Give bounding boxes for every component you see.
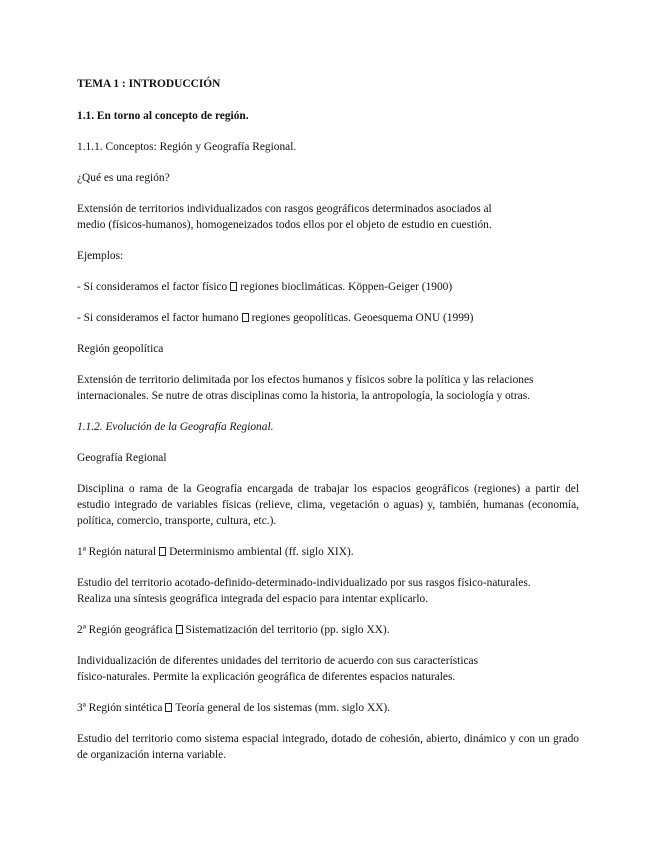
description-line: Realiza una síntesis geográfica integrada del espacio para intentar explicarlo. [77, 593, 429, 605]
stage-text: Determinismo ambiental (ff. siglo XIX). [169, 546, 354, 558]
region-geopolitica-label: Región geopolítica [77, 343, 164, 355]
page-title: TEMA 1 : INTRODUCCIÓN [77, 78, 221, 90]
description-line: físico-naturales. Permite la explicación geográfica de diferentes espacios naturales. [77, 671, 456, 683]
arrow-icon [242, 313, 249, 322]
example-physical [77, 279, 579, 295]
arrow-icon [165, 703, 172, 712]
definition-line: medio (físicos-humanos), homogeneizados todos ellos por el objeto de estudio en cuestión. [77, 219, 492, 231]
subsection-heading: 1.1.2. Evolución de la Geografía Regional. [77, 421, 274, 433]
stage-text: 3ª Región sintética [77, 702, 163, 714]
geografia-regional-definition: Disciplina o rama de la Geografía encargada de trabajar los espacios geográficos (regiones) a partir del estudio integrado de variables físicas (relieve, clima, vegetación o aguas) y, también, humanas (economía, política, comercio, transporte, cultura, etc.). [77, 483, 579, 527]
example-text: regiones geopolíticas. Geoesquema ONU (1999) [251, 312, 474, 324]
examples-label: Ejemplos: [77, 250, 124, 262]
stage-geografica-description [77, 653, 579, 685]
arrow-icon [230, 282, 237, 291]
stage-text: Sistematización del territorio (pp. siglo XX). [185, 624, 390, 636]
description-line: Estudio del territorio acotado-definido-determinado-individualizado por sus rasgos físico-naturales. [77, 577, 531, 589]
example-text: - Si consideramos el factor físico [77, 281, 228, 293]
stage-text: 1ª Región natural [77, 546, 157, 558]
stage-natural [77, 544, 579, 560]
section-heading: 1.1. En torno al concepto de región. [77, 110, 249, 122]
definition-line: Extensión de territorios individualizados con rasgos geográficos determinados asociados al [77, 203, 492, 215]
definition-line: internacionales. Se nutre de otras disciplinas como la historia, la antropología, la sociología y otras. [77, 390, 530, 402]
stage-geografica [77, 622, 579, 638]
document-body [77, 76, 579, 778]
stage-natural-description [77, 575, 579, 607]
subsection-heading: 1.1.1. Conceptos: Región y Geografía Regional. [77, 141, 297, 153]
description-line: Individualización de diferentes unidades del territorio de acuerdo con sus características [77, 655, 479, 667]
region-geopolitica-definition [77, 372, 579, 404]
stage-sintetica-description: Estudio del territorio como sistema espacial integrado, dotado de cohesión, abierto, dinámico y con un grado de organización interna variable. [77, 733, 579, 761]
geografia-regional-label: Geografía Regional [77, 452, 167, 464]
stage-text: 2ª Región geográfica [77, 624, 173, 636]
stage-text: Teoría general de los sistemas (mm. siglo XX). [175, 702, 391, 714]
definition-line: Extensión de territorio delimitada por los efectos humanos y físicos sobre la política y las relaciones [77, 374, 534, 386]
region-definition [77, 201, 579, 233]
arrow-icon [176, 625, 183, 634]
example-human [77, 310, 579, 326]
arrow-icon [159, 547, 166, 556]
example-text: - Si consideramos el factor humano [77, 312, 239, 324]
stage-sintetica [77, 700, 579, 716]
example-text: regiones bioclimáticas. Köppen-Geiger (1900) [240, 281, 453, 293]
question-line: ¿Qué es una región? [77, 172, 170, 184]
